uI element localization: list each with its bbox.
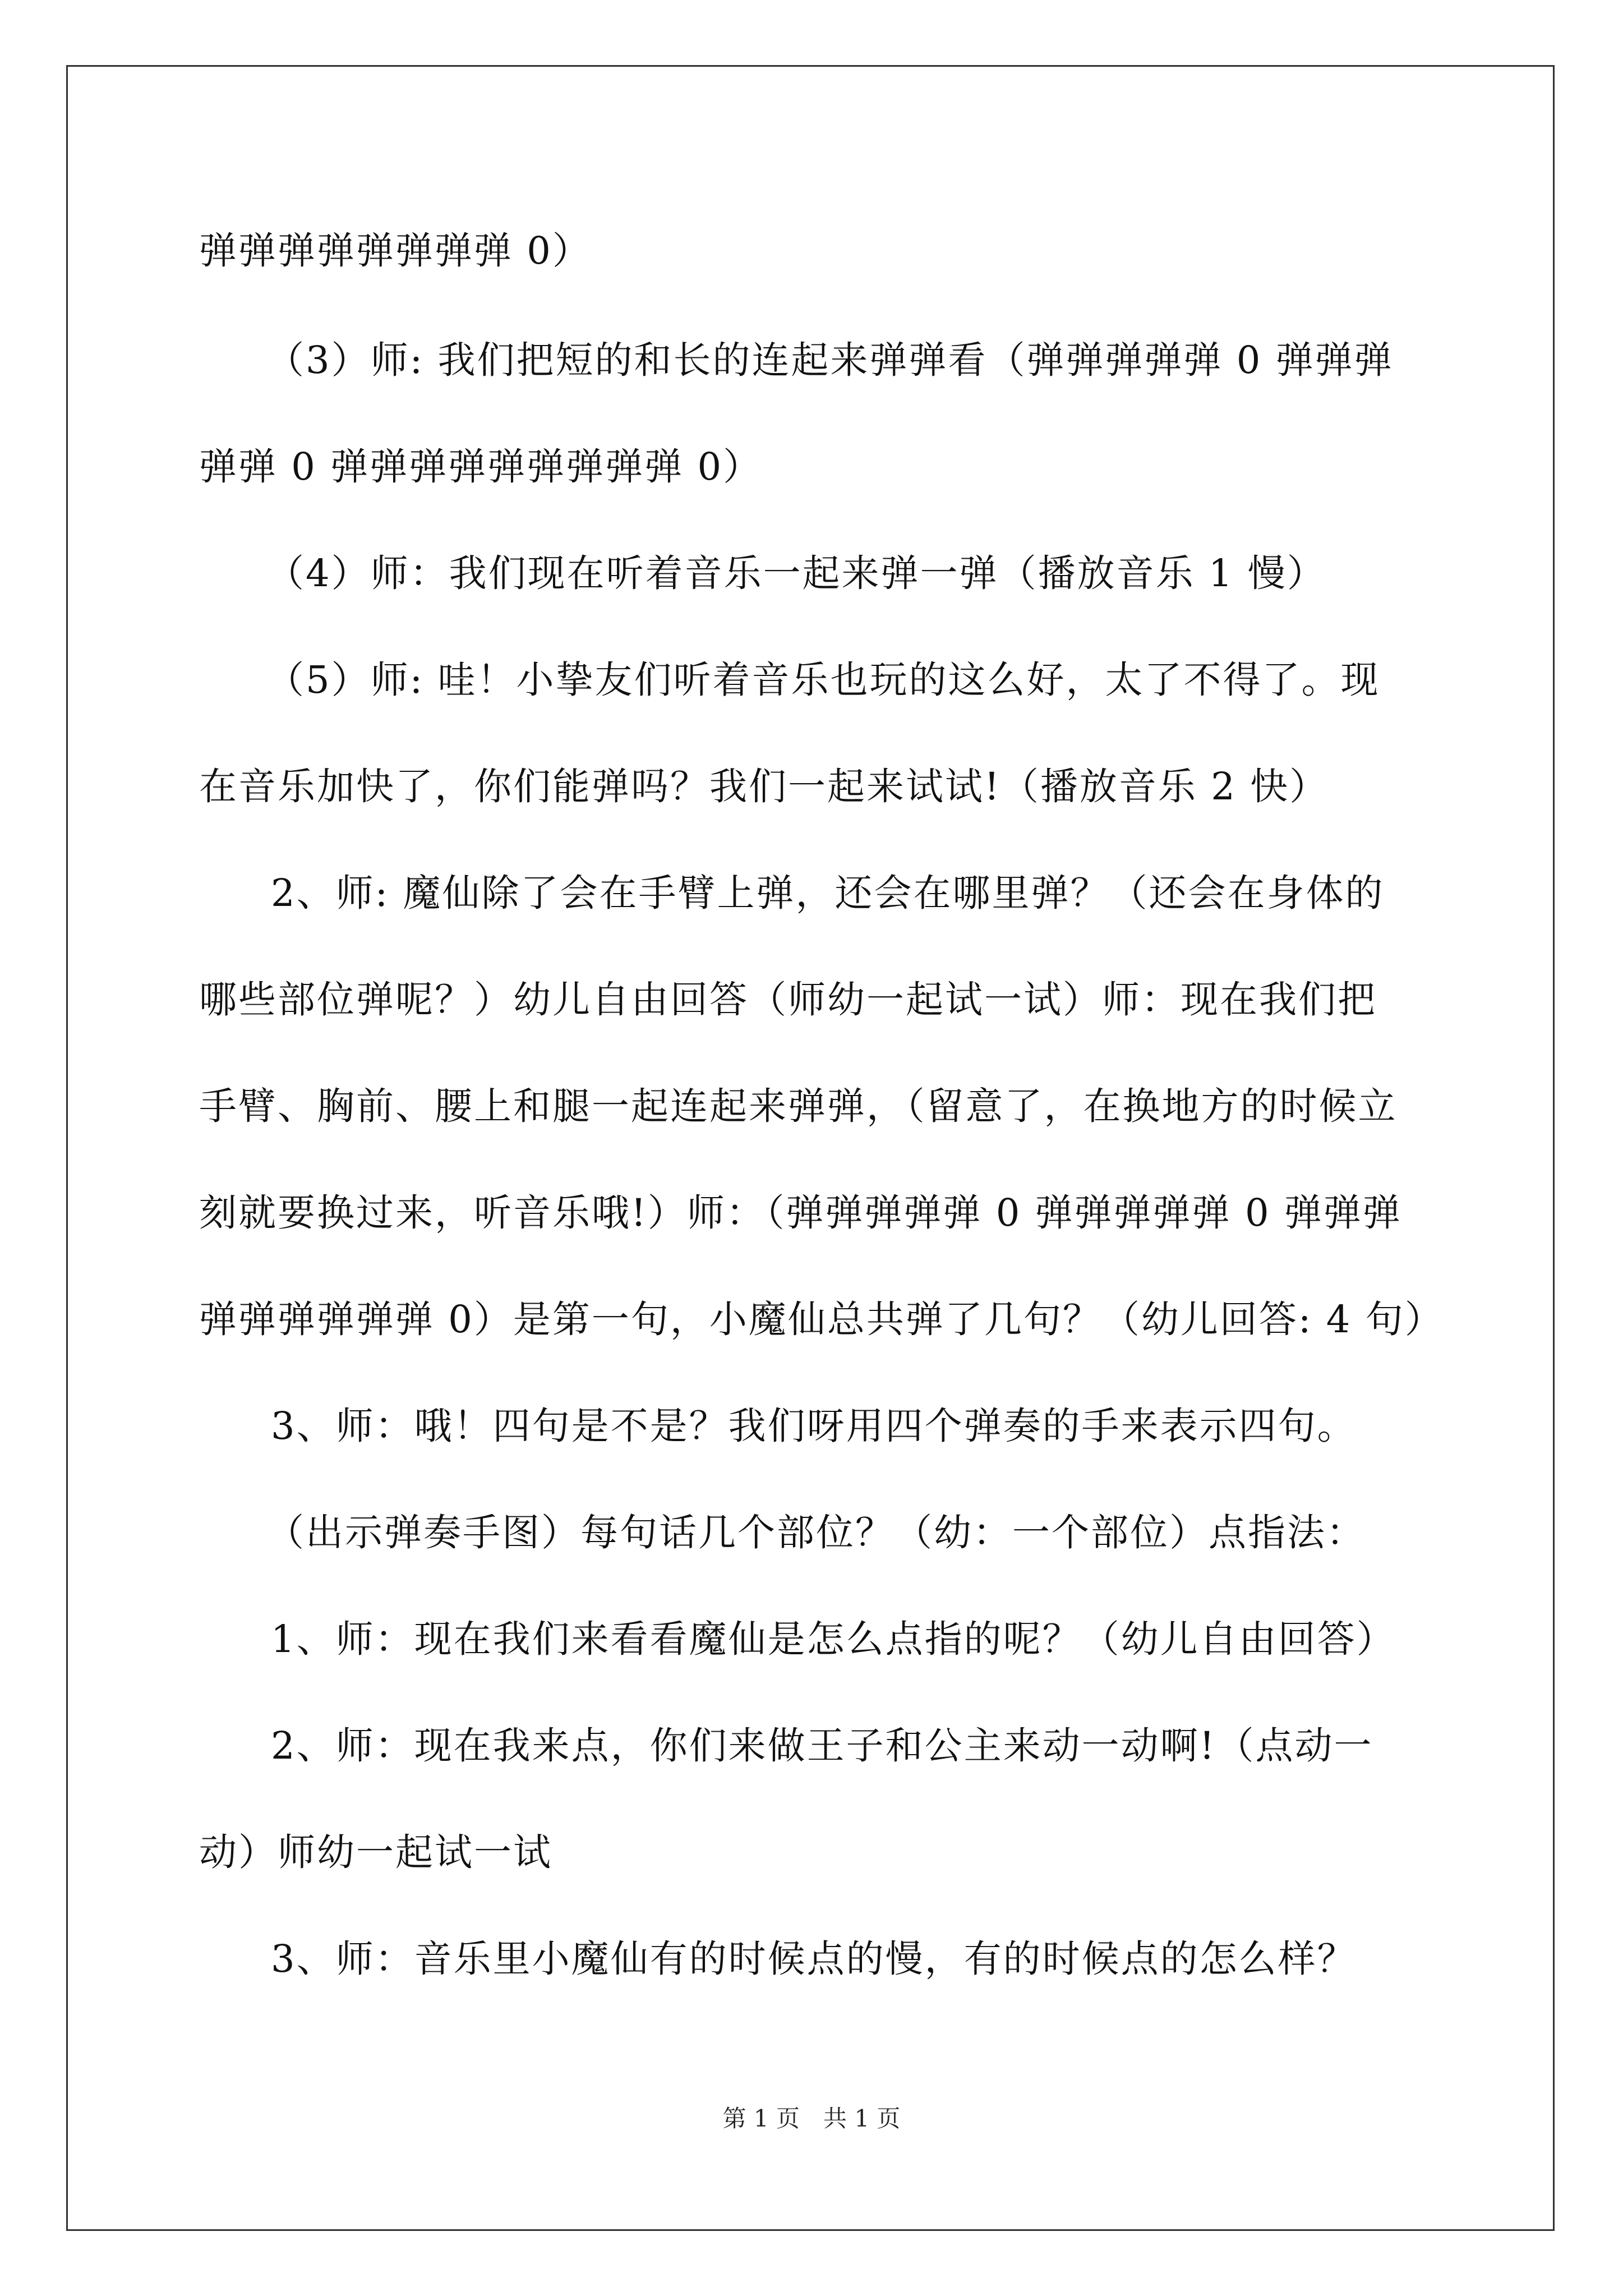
text-line: 1、师：现在我们来看看魔仙是怎么点指的呢？（幼儿自由回答） [271,1617,1396,1661]
text-line: 3、师：哦！四句是不是？我们呀用四个弹奏的手来表示四句。 [271,1404,1357,1448]
page-border [66,65,1555,2231]
page-number: 第 1 页 共 1 页 [722,2105,901,2132]
text-line: 3、师：音乐里小魔仙有的时候点的慢，有的时候点的怎么样？ [271,1937,1357,1981]
text-line: 弹弹 0 弹弹弹弹弹弹弹弹弹 0） [199,445,763,489]
text-line: 哪些部位弹呢？）幼儿自由回答（师幼一起试一试）师：现在我们把 [199,978,1377,1022]
text-line: （3）师: 我们把短的和长的连起来弹弹看（弹弹弹弹弹 0 弹弹弹 [266,338,1394,382]
text-line: 动）师幼一起试一试 [199,1830,552,1874]
text-line: 2、师：现在我来点，你们来做王子和公主来动一动啊!（点动一 [271,1724,1373,1768]
text-line: 手臂、胸前、腰上和腿一起连起来弹弹，（留意了，在换地方的时候立 [199,1084,1398,1128]
text-line: （5）师: 哇！小挚友们听着音乐也玩的这么好，太了不得了。现 [266,658,1380,702]
text-line: 弹弹弹弹弹弹弹弹 0） [199,229,592,273]
text-line: （4）师：我们现在听着音乐一起来弹一弹（播放音乐 1 慢） [266,551,1326,595]
text-line: 在音乐加快了，你们能弹吗？我们一起来试试!（播放音乐 2 快） [199,765,1329,808]
text-line: （出示弹奏手图）每句话几个部位？（幼：一个部位）点指法： [266,1511,1366,1554]
text-line: 刻就要换过来，听音乐哦!）师：（弹弹弹弹弹 0 弹弹弹弹弹 0 弹弹弹 [199,1191,1402,1235]
text-line: 2、师: 魔仙除了会在手臂上弹，还会在哪里弹？（还会在身体的 [271,871,1385,915]
text-line: 弹弹弹弹弹弹 0）是第一句，小魔仙总共弹了几句？（幼儿回答: 4 句） [199,1297,1444,1341]
